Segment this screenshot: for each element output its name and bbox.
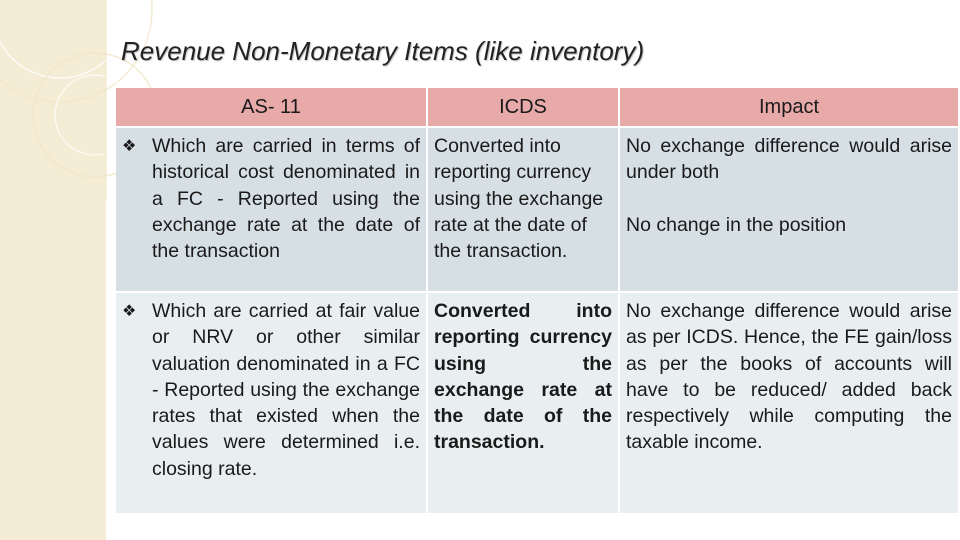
icds-text: Converted into reporting currency using the exchange rate at the date of the transaction. [434, 135, 604, 263]
impact-cell [620, 293, 960, 515]
table-header-row [116, 88, 960, 128]
diamond-bullet-icon: ❖ [122, 138, 137, 155]
table-row [116, 128, 960, 293]
as11-cell [116, 128, 428, 293]
comparison-table [116, 88, 960, 515]
impact-text: No exchange difference would arise under both [626, 135, 952, 184]
slide-title: Revenue Non-Monetary Items (like inventory) [121, 36, 645, 66]
header-icds: ICDS [428, 88, 620, 128]
table-row [116, 293, 960, 515]
as11-text: Which are carried at fair value or NRV or other similar valuation denominated in a FC - Reported using the exchange rates that existed when the values were determined i.e. closing rate. [152, 300, 420, 480]
icds-cell [428, 128, 620, 293]
icds-cell [428, 293, 620, 515]
impact-cell [620, 128, 960, 293]
icds-text: Converted into reporting currency using the exchange rate at the date of the transaction. [434, 300, 612, 454]
header-as11: AS- 11 [116, 88, 428, 128]
as11-cell [116, 293, 428, 515]
header-impact: Impact [620, 88, 960, 128]
impact-text-secondary: No change in the position [626, 213, 847, 236]
impact-text: No exchange difference would arise as per ICDS. Hence, the FE gain/loss as per the books of accounts will have to be reduced/ added back respectively while computing the taxable income. [626, 300, 952, 454]
as11-text: Which are carried in terms of historical cost denominated in a FC - Reported using the exchange rate at the date of the transaction [152, 135, 420, 263]
diamond-bullet-icon: ❖ [122, 303, 137, 320]
